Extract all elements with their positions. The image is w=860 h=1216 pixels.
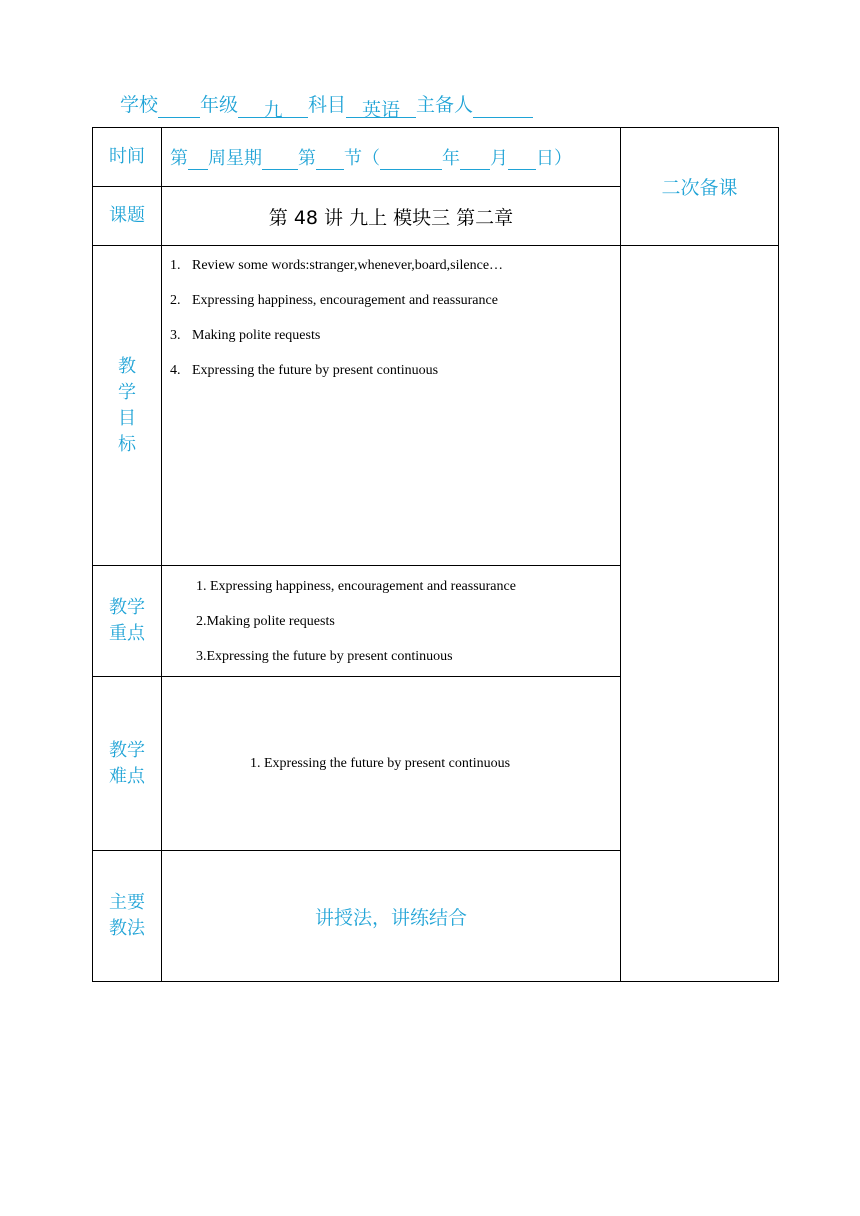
methods-content-cell[interactable] xyxy=(162,851,621,982)
key-points-content-cell[interactable] xyxy=(162,566,621,677)
methods-label-line: 教法 xyxy=(109,918,145,939)
year-label: 年 xyxy=(442,148,460,169)
difficult-points-text: 1. Expressing the future by present continuous xyxy=(250,755,511,771)
lesson-label: 节（ xyxy=(344,148,380,169)
list-item xyxy=(170,293,620,328)
goals-row xyxy=(93,246,779,566)
month-label: 月 xyxy=(490,148,508,169)
list-item-number: 3. xyxy=(170,328,181,343)
list-item xyxy=(170,258,620,293)
preparer-blank[interactable] xyxy=(473,97,533,118)
list-item-number: 4. xyxy=(170,363,181,378)
list-item: 2.Making polite requests xyxy=(196,613,335,629)
header-line xyxy=(120,92,533,121)
goals-label-cell xyxy=(93,246,162,566)
year-blank[interactable] xyxy=(380,149,442,170)
time-value-cell[interactable] xyxy=(162,128,621,187)
key-points-list xyxy=(162,569,620,674)
key-points-label-cell xyxy=(93,566,162,677)
key-points-label-line: 重点 xyxy=(109,623,145,644)
day-blank[interactable] xyxy=(508,149,536,170)
list-item-text: Expressing the future by present continuous xyxy=(192,363,439,378)
key-points-label-line: 教学 xyxy=(109,597,145,618)
second-prep-label: 二次备课 xyxy=(661,177,738,199)
list-item-text: Making polite requests xyxy=(192,328,321,343)
difficult-points-label-line: 难点 xyxy=(109,765,145,787)
preparer-label: 主备人 xyxy=(416,94,474,116)
school-blank[interactable] xyxy=(158,97,200,118)
topic-label: 课题 xyxy=(109,205,145,226)
week-blank[interactable] xyxy=(188,149,208,170)
goals-label-char: 目 xyxy=(118,407,136,429)
difficult-points-label-cell xyxy=(93,677,162,851)
difficult-points-content-cell[interactable] xyxy=(162,677,621,851)
goals-label-char: 标 xyxy=(118,433,136,455)
methods-label-line: 主要 xyxy=(109,892,145,913)
methods-text: 讲授法，讲练结合 xyxy=(314,906,467,929)
topic-value-cell[interactable] xyxy=(162,187,621,246)
lesson-plan-table xyxy=(92,127,779,982)
topic-label-cell xyxy=(93,187,162,246)
subject-value: 英语 xyxy=(362,99,401,121)
time-label: 时间 xyxy=(109,146,145,167)
lesson-blank[interactable] xyxy=(316,149,344,170)
month-blank[interactable] xyxy=(460,149,490,170)
topic-value: 第 48 讲 九上 模块三 第二章 xyxy=(268,206,514,229)
subject-field[interactable] xyxy=(346,97,416,121)
time-di: 第 xyxy=(170,148,188,169)
difficult-points-label-line: 教学 xyxy=(109,739,145,761)
grade-field[interactable] xyxy=(238,97,308,121)
goals-label-char: 学 xyxy=(118,381,136,403)
lesson-di: 第 xyxy=(298,148,316,169)
list-item-number: 2. xyxy=(170,293,181,308)
time-line xyxy=(162,144,620,170)
grade-label: 年级 xyxy=(200,94,239,116)
goals-list xyxy=(162,246,620,398)
list-item: 3.Expressing the future by present continuous xyxy=(196,648,453,664)
list-item-number: 1. xyxy=(170,258,181,273)
goals-content-cell[interactable] xyxy=(162,246,621,566)
second-prep-header-cell xyxy=(621,128,779,246)
time-label-cell xyxy=(93,128,162,187)
weekday-blank[interactable] xyxy=(262,149,298,170)
second-prep-notes-cell[interactable] xyxy=(621,246,779,982)
list-item xyxy=(170,363,620,398)
subject-label: 科目 xyxy=(308,94,347,116)
methods-label-cell xyxy=(93,851,162,982)
list-item: 1. Expressing happiness, encouragement and reassurance xyxy=(196,578,516,594)
list-item-text: Expressing happiness, encouragement and reassurance xyxy=(192,293,498,308)
list-item xyxy=(170,328,620,363)
school-label: 学校 xyxy=(120,94,159,116)
grade-value: 九 xyxy=(263,99,283,121)
day-label: 日） xyxy=(536,148,572,169)
list-item-text: Review some words:stranger,whenever,board,silence… xyxy=(192,258,504,273)
goals-label-char: 教 xyxy=(118,355,136,377)
week-label: 周星期 xyxy=(208,148,262,169)
time-row xyxy=(93,128,779,187)
